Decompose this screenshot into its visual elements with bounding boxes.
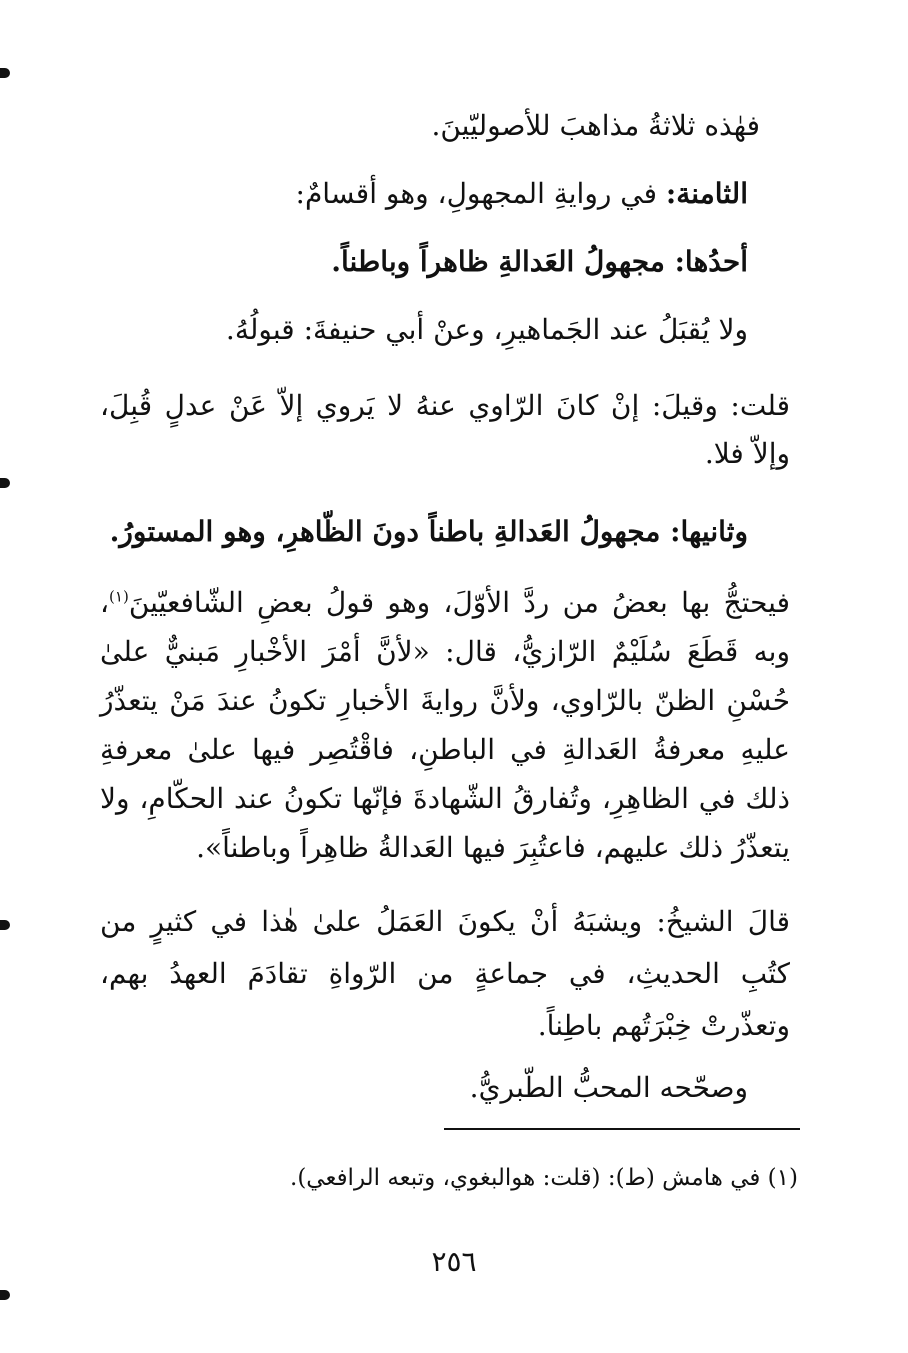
binding-mark-icon: [0, 1290, 10, 1300]
paragraph-text: قالَ الشيخُ: ويشبَهُ أنْ يكونَ العَمَلُ علىٰ هٰذا في كثيرٍ من كتُبِ الحديثِ، في جماعةٍ من الرّواةِ تقادَمَ العهدُ بهم، وتعذّرتْ خِبْرَتُهم باطِناً.: [100, 905, 790, 1042]
paragraph-text: في روايةِ المجهولِ، وهو أقسامٌ:: [295, 177, 666, 210]
binding-mark-icon: [0, 478, 10, 488]
paragraph-text: قلت: وقيلَ: إنْ كانَ الرّاوي عنهُ لا يَروي إلاّ عَنْ عدلٍ قُبِلَ، وإلاّ فلا.: [100, 389, 790, 470]
paragraph-9: [58, 1064, 748, 1112]
binding-mark-icon: [0, 920, 10, 930]
paragraph-text: مجهولُ العَدالةِ ظاهراً وباطناً.: [331, 245, 675, 278]
paragraph-7: [100, 578, 790, 872]
paragraph-text: وصحّحه المحبُّ الطّبريُّ.: [469, 1071, 748, 1104]
footnote: (١) في هامش (ط): (قلت: هوالبغوي، وتبعه الرافعي).: [290, 1165, 798, 1191]
paragraph-2: [58, 170, 748, 218]
paragraph-text: ولا يُقبَلُ عند الجَماهيرِ، وعنْ أبي حنيفةَ: قبولُهُ.: [225, 313, 748, 346]
paragraph-3: [58, 238, 748, 286]
paragraph-1: [70, 102, 760, 150]
paragraph-8: [100, 896, 790, 1052]
paragraph-4: [58, 306, 748, 354]
paragraph-6: [58, 508, 748, 556]
footnote-marker[interactable]: (١): [109, 587, 129, 606]
paragraph-5: [100, 382, 790, 478]
binding-mark-icon: [0, 68, 10, 78]
page-number: ٢٥٦: [431, 1245, 477, 1278]
section-lead: الثامنة:: [665, 177, 748, 210]
section-lead: أحدُها:: [674, 245, 748, 278]
section-lead: وثانيها:: [670, 515, 748, 548]
paragraph-text-continued: ، وبه قَطَعَ سُلَيْمٌ الرّازيُّ، قال: «لأنَّ أمْرَ الأخْبارِ مَبنيٌّ علىٰ حُسْنِ الظنّ بالرّاوي، ولأنَّ روايةَ الأخبارِ تكونُ عندَ مَنْ يتعذّرُ عليهِ معرفةُ العَدالةِ في الباطنِ، فاقْتُصِر فيها علىٰ معرفةِ ذلك في الظاهِرِ، وتُفارقُ الشّهادةَ فإنّها تكونُ عند الحكّامِ، ولا يتعذّرُ ذلك عليهم، فاعتُبِرَ فيها العَدالةُ ظاهِراً وباطناً».: [100, 586, 790, 864]
paragraph-text: فيحتجُّ بها بعضُ من ردَّ الأوّلَ، وهو قولُ بعضِ الشّافعيّينَ: [128, 586, 790, 619]
paragraph-text: مجهولُ العَدالةِ باطناً دونَ الظّاهرِ، وهو المستورُ.: [109, 515, 671, 548]
paragraph-text: فهٰذه ثلاثةُ مذاهبَ للأصوليّينَ.: [431, 109, 760, 142]
footnote-divider: [444, 1128, 800, 1130]
